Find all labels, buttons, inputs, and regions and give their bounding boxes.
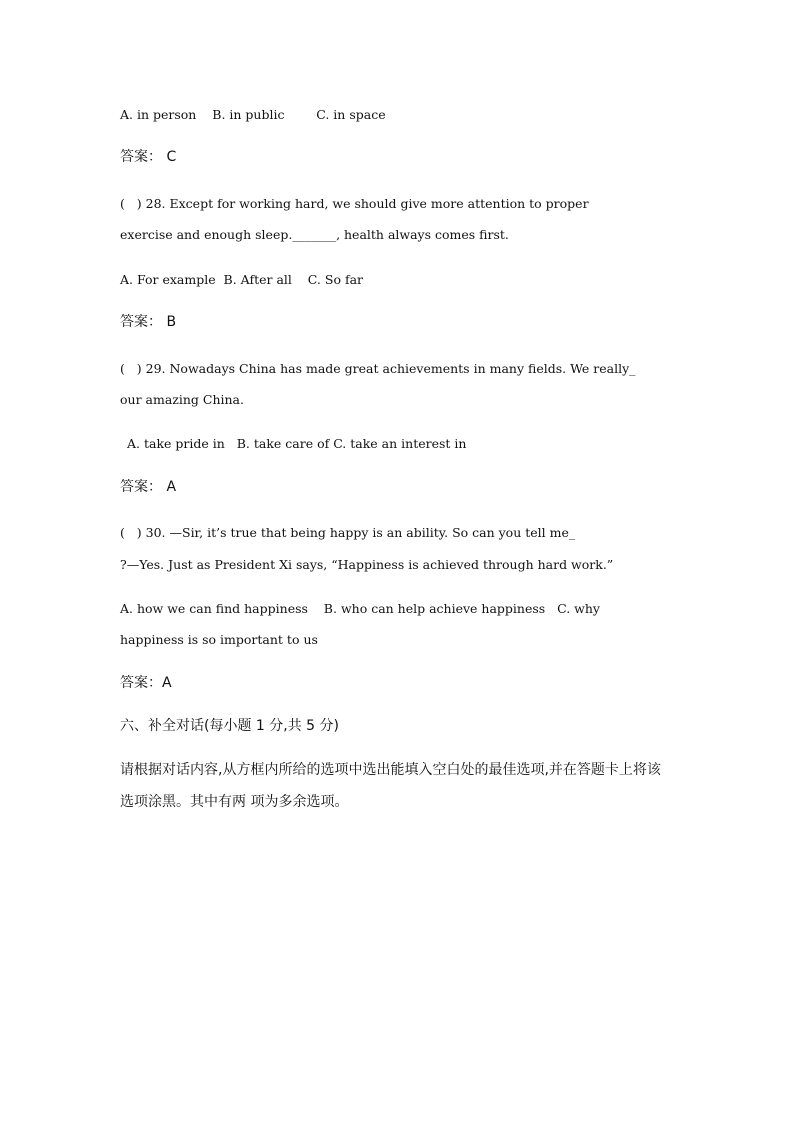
q30-answer: 答案：A — [120, 675, 172, 691]
q28-stem-line2: exercise and enough sleep._______, health always comes first. — [120, 227, 509, 242]
q29-options: A. take pride in B. take care of C. take an interest in — [127, 436, 467, 451]
q27-answer: 答案： C — [120, 149, 177, 165]
q28-answer: 答案： B — [120, 314, 177, 330]
q30-options-line1: A. how we can find happiness B. who can help achieve happiness C. why — [120, 601, 600, 616]
section6-instruction-line2: 选项涂黑。其中有两 项为多余选项。 — [120, 794, 349, 810]
q29-stem-line2: our amazing China. — [120, 392, 244, 407]
q30-stem-line2: ?—Yes. Just as President Xi says, “Happiness is achieved through hard work.” — [120, 557, 614, 572]
q29-answer: 答案： A — [120, 479, 177, 495]
q28-stem-line1: ( ) 28. Except for working hard, we should give more attention to proper — [120, 196, 589, 211]
q29-stem-line1: ( ) 29. Nowadays China has made great achievements in many fields. We really_ — [120, 361, 636, 376]
q30-stem-line1: ( ) 30. —Sir, it’s true that being happy is an ability. So can you tell me_ — [120, 525, 576, 540]
section6-heading: 六、补全对话(每小题 1 分,共 5 分) — [120, 718, 339, 734]
q30-options-line2: happiness is so important to us — [120, 632, 318, 647]
section6-instruction-line1: 请根据对话内容,从方框内所给的选项中选出能填入空白处的最佳选项,并在答题卡上将该 — [120, 762, 661, 778]
q28-options: A. For example B. After all C. So far — [120, 272, 363, 287]
q27-options: A. in person B. in public C. in space — [120, 107, 386, 122]
